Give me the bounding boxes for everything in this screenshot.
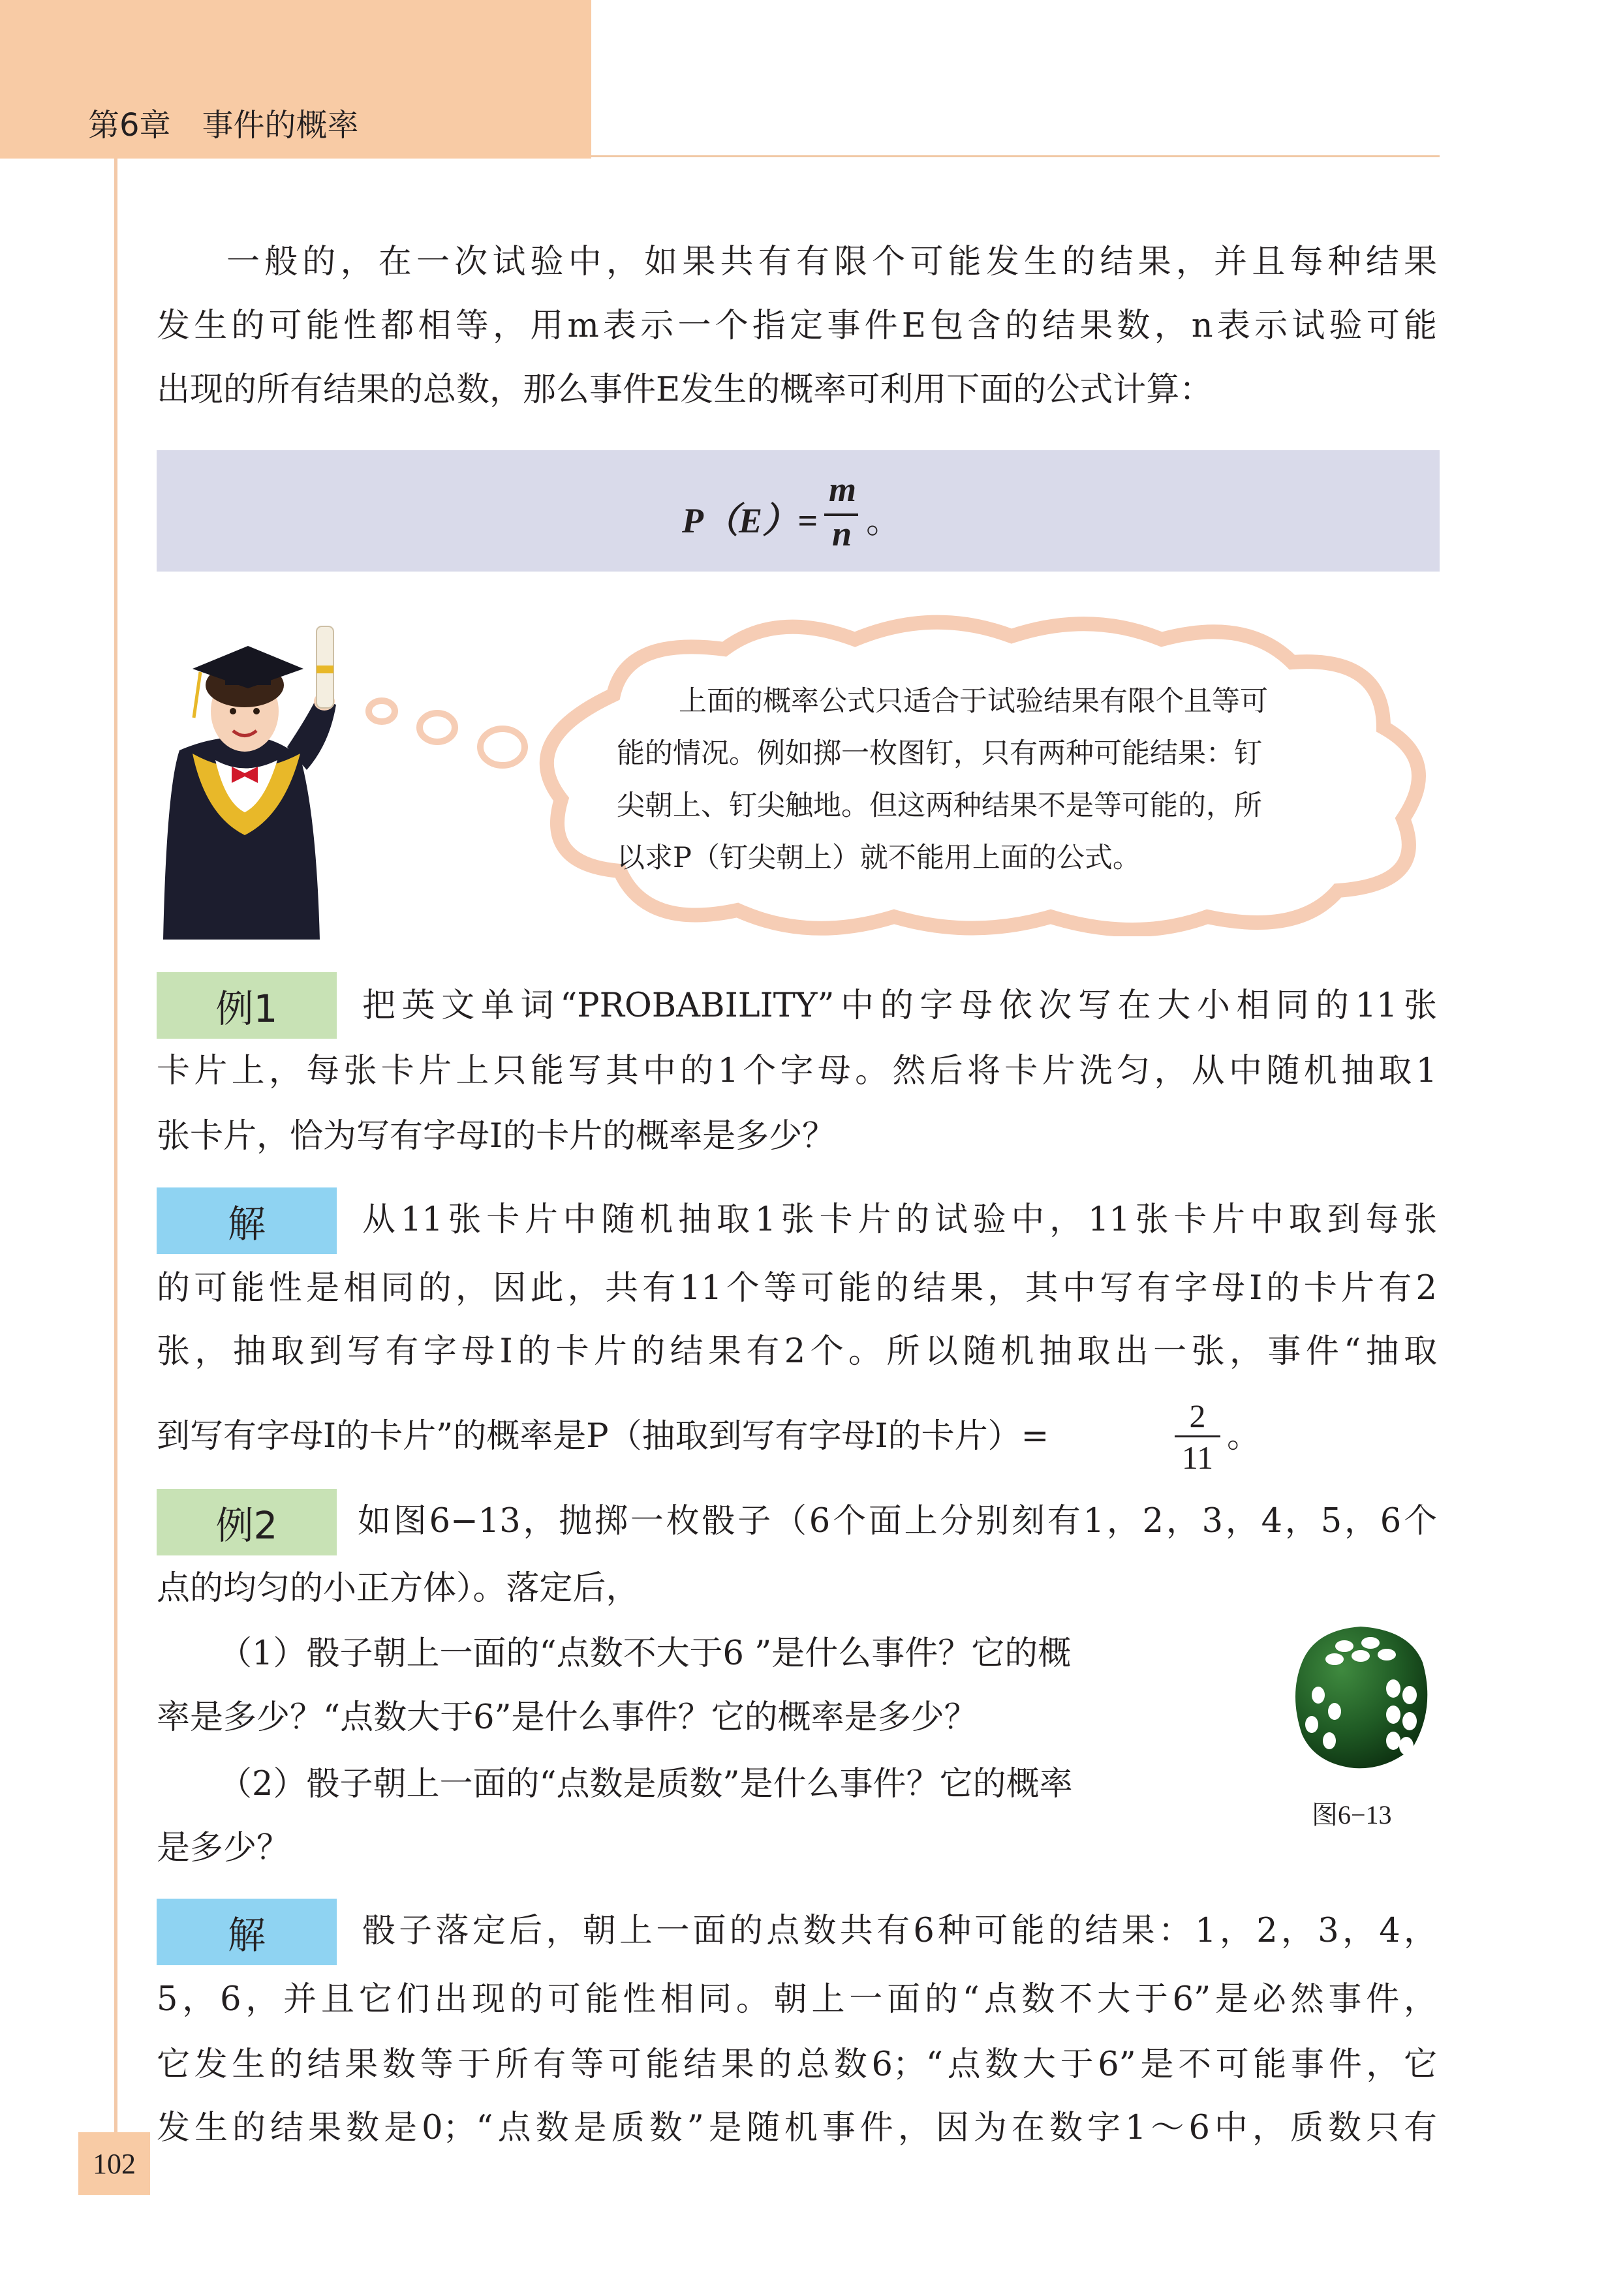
solution-1-fraction-numerator: 2 bbox=[1189, 1398, 1206, 1434]
example-1-line-2: 卡片上，每张卡片上只能写其中的1个字母。然后将卡片洗匀，从中随机抽取1 bbox=[157, 1052, 1437, 1090]
example-2-line-2: 点的均匀的小正方体）。落定后， bbox=[157, 1569, 640, 1608]
formula-lhs: P（E）= bbox=[682, 501, 818, 540]
example-1-tag: 例1 bbox=[157, 972, 337, 1039]
solution-1-line-3: 张，抽取到写有字母I的卡片的结果有2个。所以随机抽取出一张，事件“抽取 bbox=[157, 1332, 1437, 1371]
intro-line-2: 发生的可能性都相等，用m表示一个指定事件E包含的结果数，n表示试验可能 bbox=[157, 307, 1437, 345]
solution-2-line-4: 发生的结果数是0；“点数是质数”是随机事件，因为在数字1～6中，质数只有 bbox=[157, 2109, 1437, 2147]
figure-caption: 图6−13 bbox=[1312, 1800, 1392, 1829]
intro-line-3: 出现的所有结果的总数，那么事件E发生的概率可利用下面的公式计算： bbox=[157, 371, 1213, 409]
bubble-line-1: 上面的概率公式只适合于试验结果有限个且等可 bbox=[679, 685, 1268, 718]
solution-1-fraction-denominator: 11 bbox=[1181, 1439, 1214, 1476]
solution-2-line-3: 它发生的结果数等于所有等可能结果的总数6；“点数大于6”是不可能事件，它 bbox=[157, 2045, 1437, 2084]
solution-1-tag: 解 bbox=[157, 1187, 337, 1254]
solution-2-tag: 解 bbox=[157, 1899, 337, 1965]
margin-rule bbox=[114, 159, 117, 2165]
solution-1-line-2: 的可能性是相同的，因此，共有11个等可能的结果，其中写有字母I的卡片有2 bbox=[157, 1269, 1437, 1308]
example-2-question-1b: 率是多少？“点数大于6”是什么事件？它的概率是多少？ bbox=[157, 1698, 978, 1737]
thought-dots bbox=[362, 692, 532, 770]
dice-figure bbox=[1282, 1617, 1439, 1773]
solution-1-line-4: 到写有字母I的卡片”的概率是P（抽取到写有字母I的卡片）= bbox=[157, 1417, 1049, 1456]
bubble-line-3: 尖朝上、钉尖触地。但这两种结果不是等可能的，所 bbox=[617, 789, 1262, 822]
probability-formula bbox=[682, 470, 901, 553]
header-rule bbox=[591, 155, 1440, 157]
formula-numerator: m bbox=[829, 470, 857, 509]
graduate-girl-illustration bbox=[153, 620, 349, 940]
chapter-title: 第6章 事件的概率 bbox=[88, 107, 359, 144]
intro-line-1: 一般的，在一次试验中，如果共有有限个可能发生的结果，并且每种结果 bbox=[226, 243, 1437, 281]
bubble-line-4: 以求P（钉尖朝上）就不能用上面的公式。 bbox=[617, 842, 1141, 874]
solution-1-period: 。 bbox=[1227, 1417, 1261, 1456]
example-1-line-1: 把英文单词“PROBABILITY”中的字母依次写在大小相同的11张 bbox=[362, 987, 1437, 1025]
example-1-line-3: 张卡片，恰为写有字母I的卡片的概率是多少？ bbox=[157, 1117, 836, 1156]
page-number: 102 bbox=[78, 2132, 150, 2195]
example-2-tag: 例2 bbox=[157, 1489, 337, 1555]
bubble-line-2: 能的情况。例如掷一枚图钉，只有两种可能结果：钉 bbox=[617, 737, 1262, 770]
solution-1-line-1: 从11张卡片中随机抽取1张卡片的试验中，11张卡片中取到每张 bbox=[362, 1201, 1437, 1239]
example-2-question-1a: （1）骰子朝上一面的“点数不大于6 ”是什么事件？它的概 bbox=[219, 1634, 1072, 1673]
solution-2-line-1: 骰子落定后，朝上一面的点数共有6种可能的结果：1，2，3，4， bbox=[362, 1912, 1437, 1950]
formula-period: 。 bbox=[866, 501, 901, 540]
example-2-question-2b: 是多少？ bbox=[157, 1829, 290, 1867]
solution-2-line-2: 5，6，并且它们出现的可能性相同。朝上一面的“点数不大于6”是必然事件， bbox=[157, 1980, 1437, 2019]
example-2-line-1: 如图6−13，抛掷一枚骰子（6个面上分别刻有1，2，3，4，5，6个 bbox=[358, 1502, 1437, 1540]
example-2-question-2a: （2）骰子朝上一面的“点数是质数”是什么事件？它的概率 bbox=[219, 1765, 1073, 1803]
solution-1-fraction-bar bbox=[1175, 1435, 1220, 1437]
formula-denominator: n bbox=[832, 514, 852, 553]
